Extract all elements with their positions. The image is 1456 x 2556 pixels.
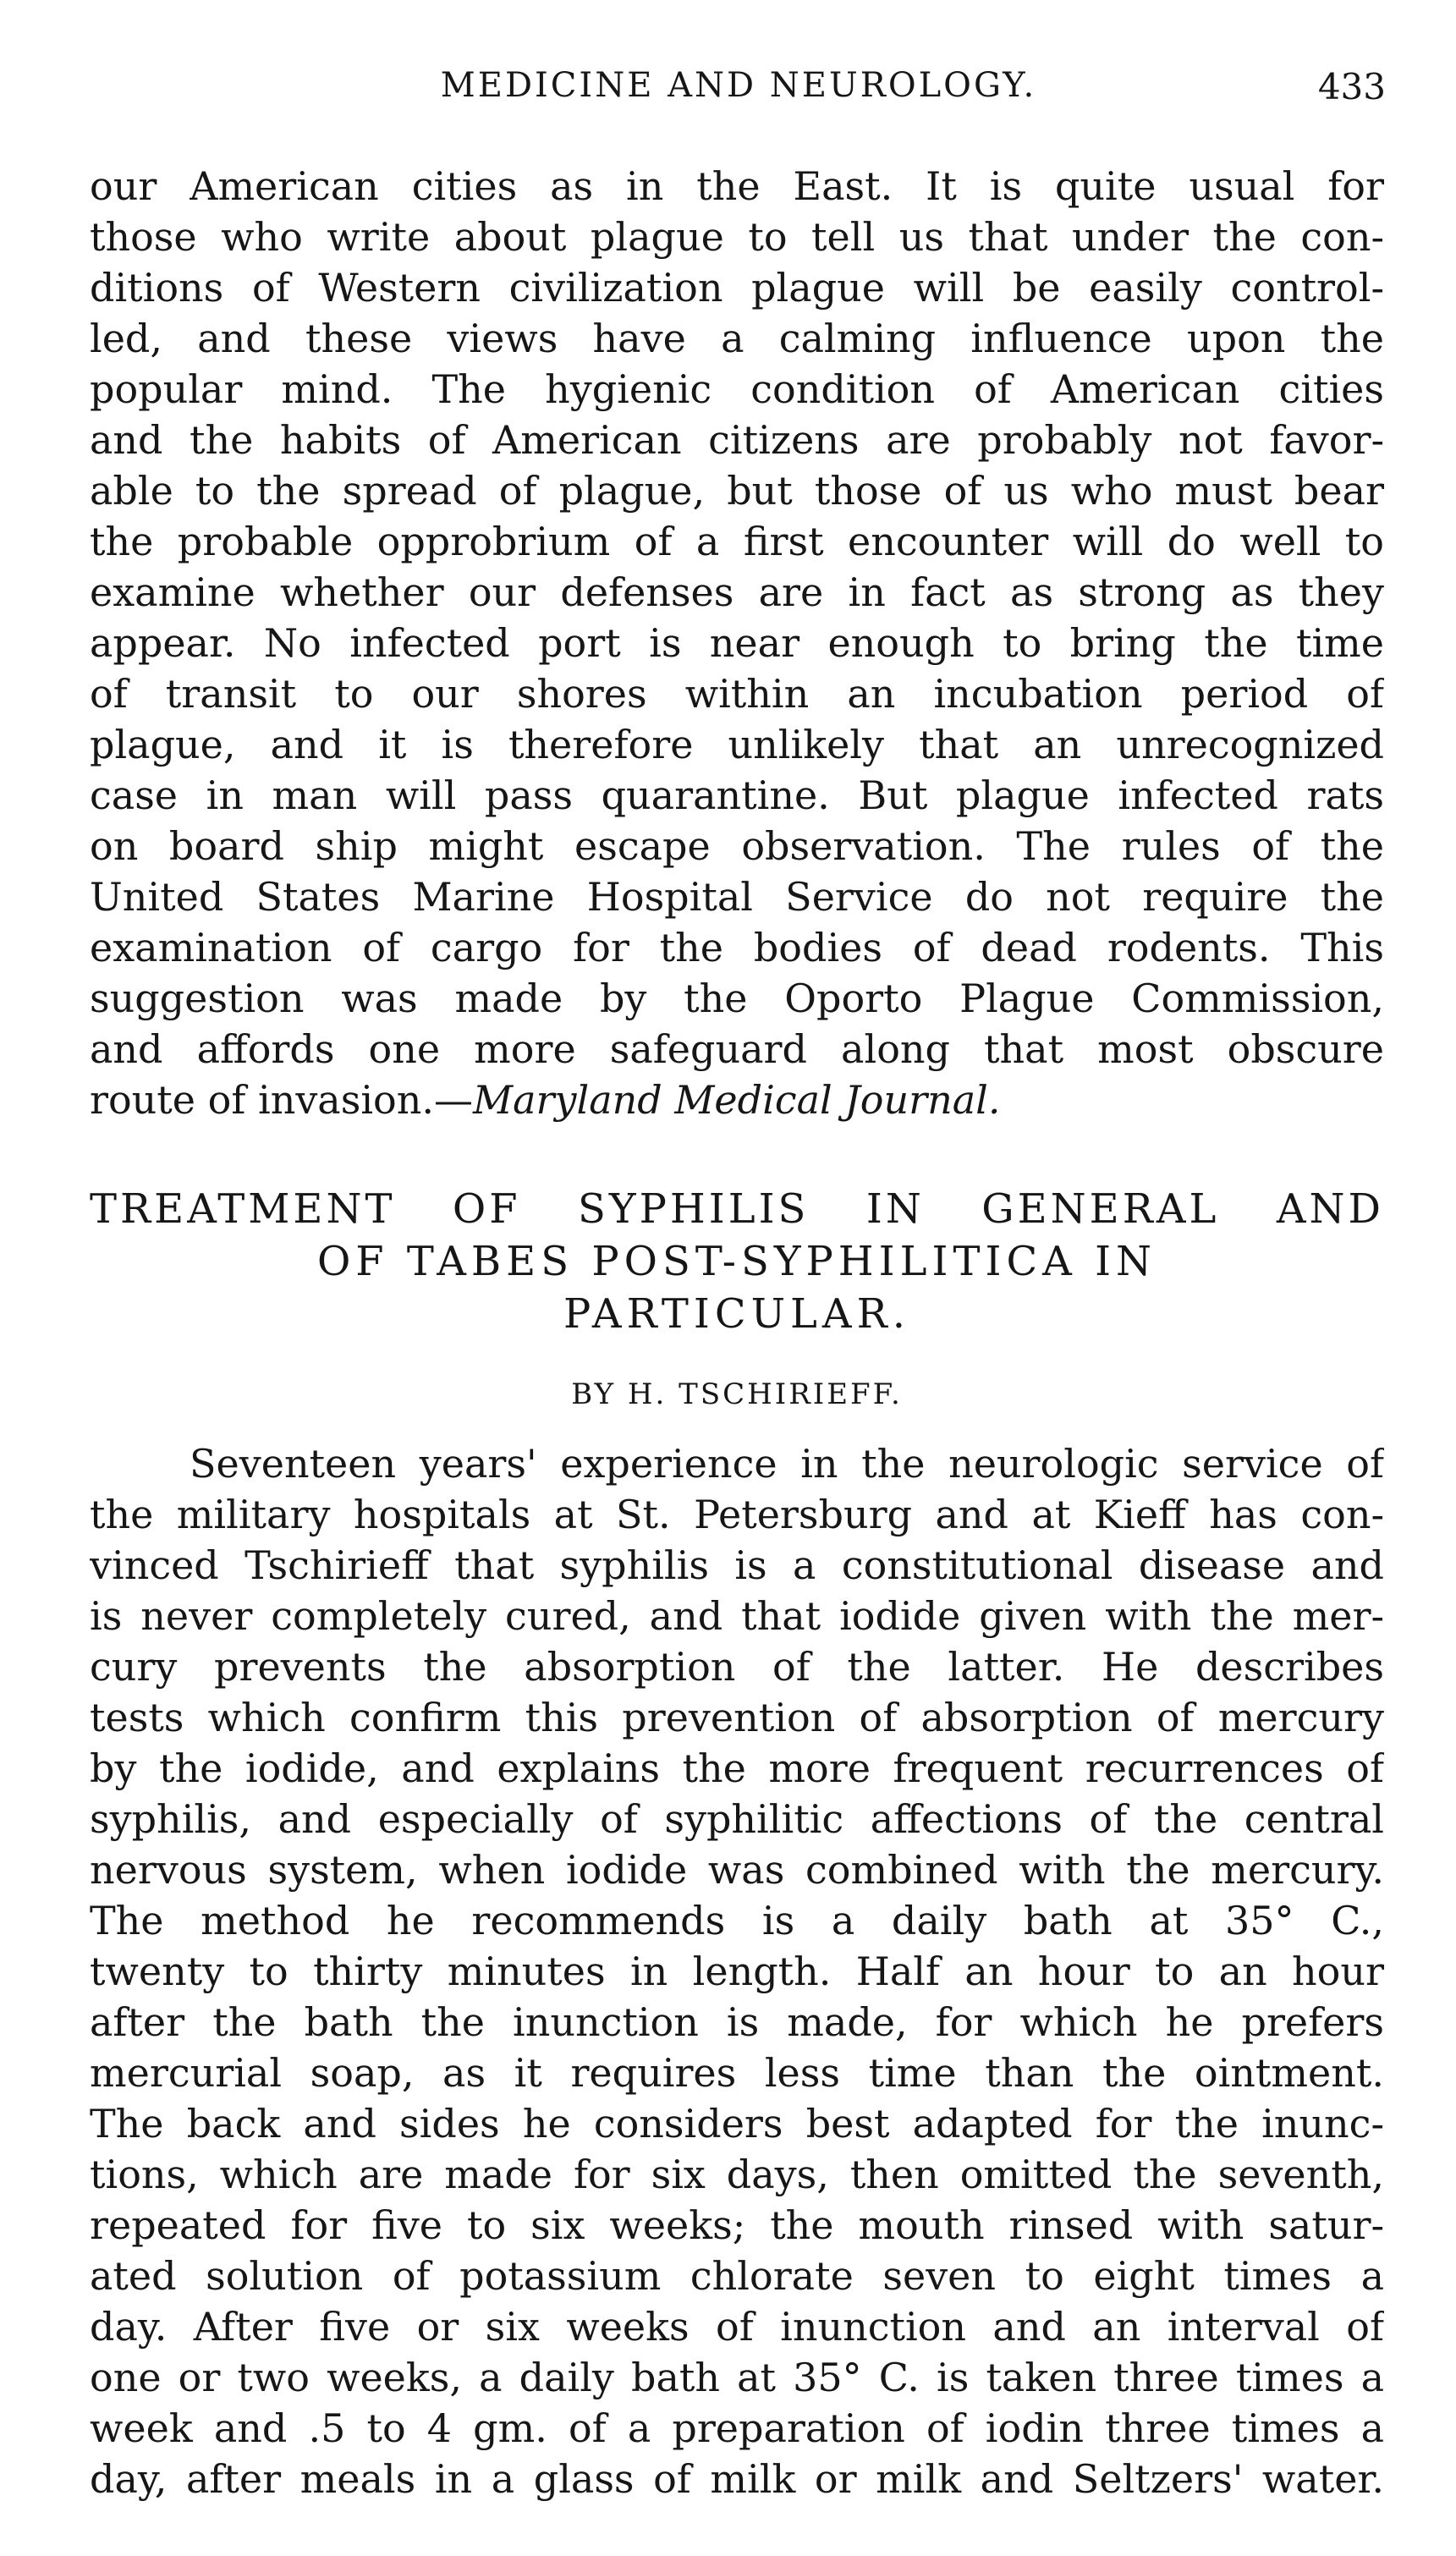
article-body	[90, 1438, 1384, 2504]
text-line: those who write about plague to tell us that under the con-	[90, 214, 1384, 260]
text-line: suggestion was made by the Oporto Plague Commission,	[90, 976, 1384, 1021]
text-line: led, and these views have a calming influence upon the	[90, 316, 1384, 361]
text-line: after the bath the inunction is made, for which he prefers	[90, 1999, 1384, 2045]
title-line: TREATMENT OF SYPHILIS IN GENERAL AND	[90, 1185, 1384, 1233]
text-line: tions, which are made for six days, then omitted the seventh,	[90, 2152, 1384, 2197]
text-line: popular mind. The hygienic condition of American cities	[90, 366, 1384, 412]
text-line-last	[90, 1075, 1384, 1125]
text-line: day, after meals in a glass of milk or milk and Seltzers' water.	[90, 2456, 1384, 2502]
byline: BY H. TSCHIRIEFF.	[571, 1377, 903, 1411]
text-line: Seventeen years' experience in the neurologic service of	[190, 1441, 1384, 1487]
text-line: cury prevents the absorption of the latter. He describes	[90, 1644, 1384, 1690]
source-citation: Maryland Medical Journal.	[473, 1077, 1001, 1123]
text-line: and affords one more safeguard along that most obscure	[90, 1026, 1384, 1072]
text-line: of transit to our shores within an incubation period of	[90, 671, 1384, 717]
page-number: 433	[1317, 66, 1386, 107]
text-line: the military hospitals at St. Petersburg and at Kieff has con-	[90, 1492, 1384, 1537]
article-title	[90, 1183, 1384, 1340]
text-line: ditions of Western civilization plague will be easily control-	[90, 265, 1384, 311]
text-line: examination of cargo for the bodies of dead rodents. This	[90, 925, 1384, 970]
continued-paragraph	[90, 161, 1384, 1125]
text-line: tests which confirm this prevention of absorption of mercury	[90, 1695, 1384, 1740]
text-line: The back and sides he considers best adapted for the inunc-	[90, 2101, 1384, 2146]
text-line: vinced Tschirieff that syphilis is a constitutional disease and	[90, 1542, 1384, 1588]
text-line: twenty to thirty minutes in length. Half an hour to an hour	[90, 1949, 1384, 1994]
title-line: OF TABES POST-SYPHILITICA IN	[316, 1238, 1157, 1285]
text-line: and the habits of American citizens are probably not favor-	[90, 417, 1384, 463]
text-line: ated solution of potassium chlorate seven to eight times a	[90, 2253, 1384, 2299]
text-line: plague, and it is therefore unlikely that an unrecognized	[90, 722, 1384, 767]
text-line: case in man will pass quarantine. But plague infected rats	[90, 772, 1384, 818]
text-line: the probable opprobrium of a first encounter will do well to	[90, 519, 1384, 564]
text-line: syphilis, and especially of syphilitic affections of the central	[90, 1796, 1384, 1842]
text-line: examine whether our defenses are in fact as strong as they	[90, 569, 1384, 615]
text-line: able to the spread of plague, but those of us who must bear	[90, 468, 1384, 514]
text-line: appear. No infected port is near enough to bring the time	[90, 620, 1384, 666]
text-line: by the iodide, and explains the more frequent recurrences of	[90, 1745, 1384, 1791]
running-title: MEDICINE AND NEUROLOGY.	[440, 66, 1037, 105]
text-line: is never completely cured, and that iodide given with the mer-	[90, 1593, 1384, 1639]
text-line: nervous system, when iodide was combined with the mercury.	[90, 1847, 1384, 1893]
last-line-text: route of invasion.—	[90, 1077, 473, 1123]
title-line: PARTICULAR.	[563, 1290, 910, 1338]
text-line: mercurial soap, as it requires less time than the ointment.	[90, 2050, 1384, 2096]
text-line: one or two weeks, a daily bath at 35° C. is taken three times a	[90, 2355, 1384, 2400]
text-line: on board ship might escape observation. The rules of the	[90, 823, 1384, 869]
text-line: United States Marine Hospital Service do not require the	[90, 874, 1384, 920]
text-line: our American cities as in the East. It is quite usual for	[90, 163, 1384, 209]
text-line: The method he recommends is a daily bath at 35° C.,	[90, 1898, 1384, 1943]
text-line: day. After five or six weeks of inunction and an interval of	[90, 2304, 1384, 2350]
text-line: repeated for five to six weeks; the mouth rinsed with satur-	[90, 2202, 1384, 2248]
text-line: week and .5 to 4 gm. of a preparation of iodin three times a	[90, 2405, 1384, 2451]
running-head	[91, 61, 1386, 120]
